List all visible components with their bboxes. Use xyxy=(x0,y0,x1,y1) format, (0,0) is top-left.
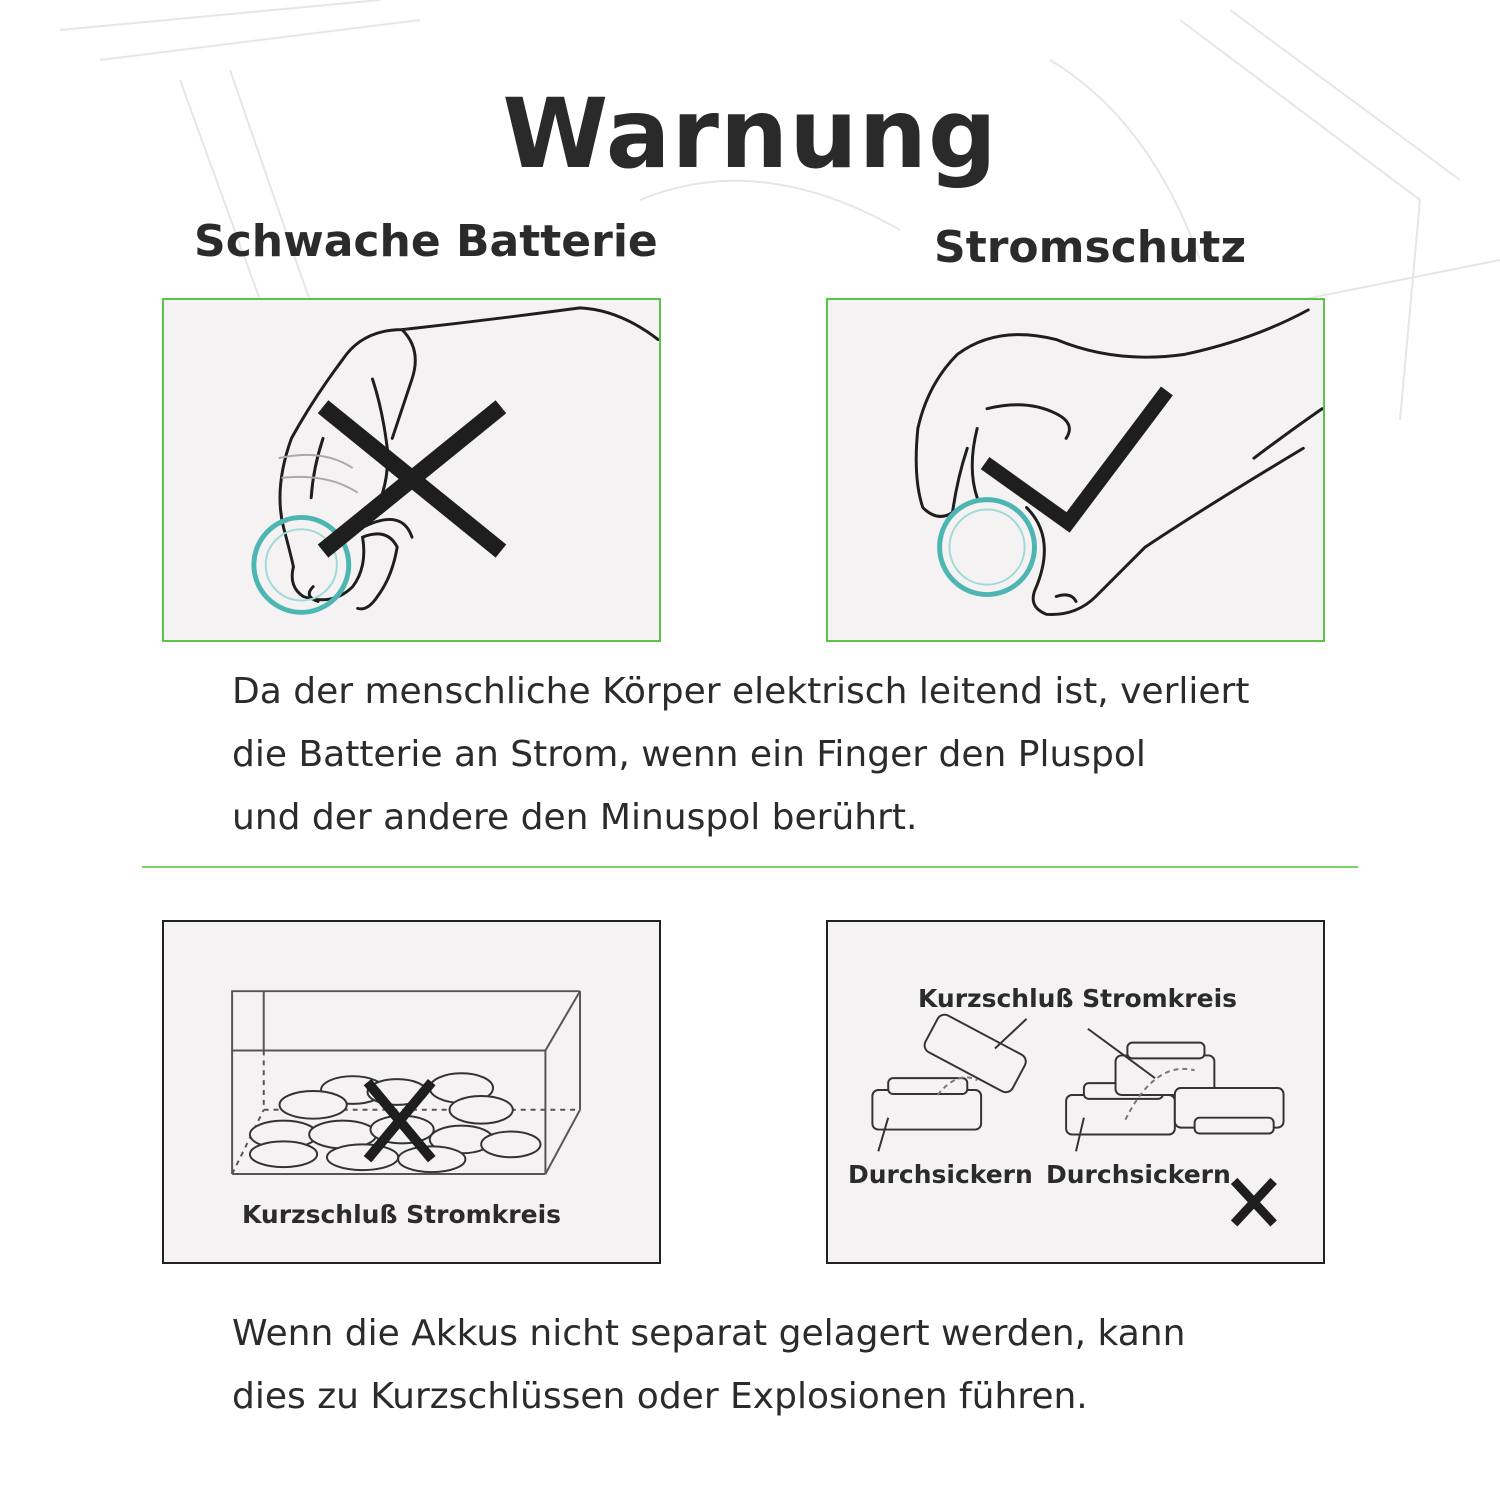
stacked-batteries-panel xyxy=(826,920,1325,1264)
page-title: Warnung xyxy=(502,78,998,190)
section-divider xyxy=(142,866,1358,868)
hand-edge-grip-illustration xyxy=(828,300,1323,640)
battery-stack-illustration xyxy=(828,922,1323,1262)
paragraph-line: die Batterie an Strom, wenn ein Finger den Pluspol xyxy=(232,734,1146,775)
heading-weak-battery: Schwache Batterie xyxy=(194,216,658,267)
paragraph-conductivity xyxy=(232,660,1249,849)
paragraph-line: Wenn die Akkus nicht separat gelagert werden, kann xyxy=(232,1313,1186,1354)
paragraph-line: dies zu Kurzschlüssen oder Explosionen führen. xyxy=(232,1376,1088,1417)
cross-mark-icon xyxy=(1234,1181,1274,1224)
hand-pinch-illustration xyxy=(164,300,659,640)
leakage-label-left: Durchsickern xyxy=(848,1160,1033,1189)
short-circuit-label: Kurzschluß Stromkreis xyxy=(242,1200,562,1229)
short-circuit-label: Kurzschluß Stromkreis xyxy=(918,984,1238,1013)
correct-grip-panel xyxy=(826,298,1325,642)
paragraph-line: und der andere den Minuspol berührt. xyxy=(232,797,918,838)
paragraph-line: Da der menschliche Körper elektrisch leitend ist, verliert xyxy=(232,671,1250,712)
paragraph-storage xyxy=(232,1302,1185,1428)
check-mark-icon xyxy=(985,391,1167,522)
battery-ring xyxy=(940,500,1035,595)
leakage-label-right: Durchsickern xyxy=(1046,1160,1231,1189)
cross-mark-icon xyxy=(323,407,501,551)
wrong-grip-panel xyxy=(162,298,661,642)
loose-batteries-panel xyxy=(162,920,661,1264)
heading-power-protection: Stromschutz xyxy=(934,222,1247,273)
